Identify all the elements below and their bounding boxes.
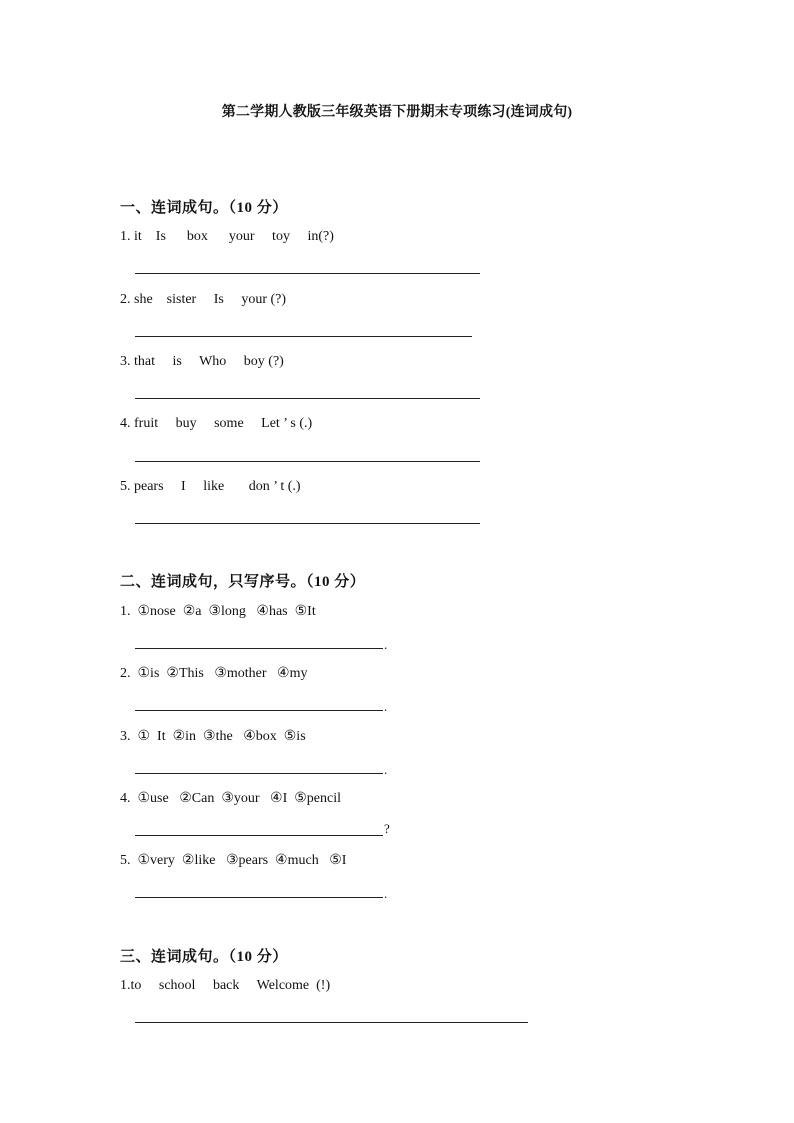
section-1-answer-line-3[interactable] <box>135 398 480 399</box>
section-2-end-mark-5: . <box>384 886 388 901</box>
section-2-end-mark-4: ? <box>384 821 390 836</box>
section-1-answer-line-4[interactable] <box>135 461 480 462</box>
section-1-heading: 一、连词成句。（10 分） <box>120 200 288 216</box>
section-1-question-3: 3. that is Who boy (?) <box>120 354 284 369</box>
section-2-answer-line-5[interactable] <box>135 897 383 898</box>
section-3-heading: 三、连词成句。（10 分） <box>120 949 288 965</box>
section-1-answer-line-2[interactable] <box>135 336 472 337</box>
section-2-answer-line-2[interactable] <box>135 710 383 711</box>
section-1-answer-line-5[interactable] <box>135 523 480 524</box>
section-2-answer-line-4[interactable] <box>135 835 383 836</box>
section-1-question-4: 4. fruit buy some Let ’ s (.) <box>120 416 313 431</box>
section-2-end-mark-3: . <box>384 762 388 777</box>
section-2-heading: 二、连词成句，只写序号。（10 分） <box>120 574 366 590</box>
section-2-answer-line-3[interactable] <box>135 773 383 774</box>
section-3-answer-line-1[interactable] <box>135 1022 528 1023</box>
section-2-question-5: 5. ①very ②like ③pears ④much ⑤I <box>120 853 347 868</box>
section-2-question-4: 4. ①use ②Can ③your ④I ⑤pencil <box>120 791 341 806</box>
document-title: 第二学期人教版三年级英语下册期末专项练习(连词成句) <box>221 105 573 120</box>
section-2-question-3: 3. ① It ②in ③the ④box ⑤is <box>120 729 306 744</box>
section-1-question-5: 5. pears I like don ’ t (.) <box>120 479 301 494</box>
section-2-question-1: 1. ①nose ②a ③long ④has ⑤It <box>120 604 316 619</box>
section-2-end-mark-1: . <box>384 637 388 652</box>
section-3-question-1: 1.to school back Welcome (!) <box>120 978 331 993</box>
section-1-question-1: 1. it Is box your toy in(?) <box>120 229 334 244</box>
section-2-question-2: 2. ①is ②This ③mother ④my <box>120 666 308 681</box>
section-1-question-2: 2. she sister Is your (?) <box>120 292 287 307</box>
section-1-answer-line-1[interactable] <box>135 273 480 274</box>
section-2-end-mark-2: . <box>384 699 388 714</box>
section-2-answer-line-1[interactable] <box>135 648 383 649</box>
